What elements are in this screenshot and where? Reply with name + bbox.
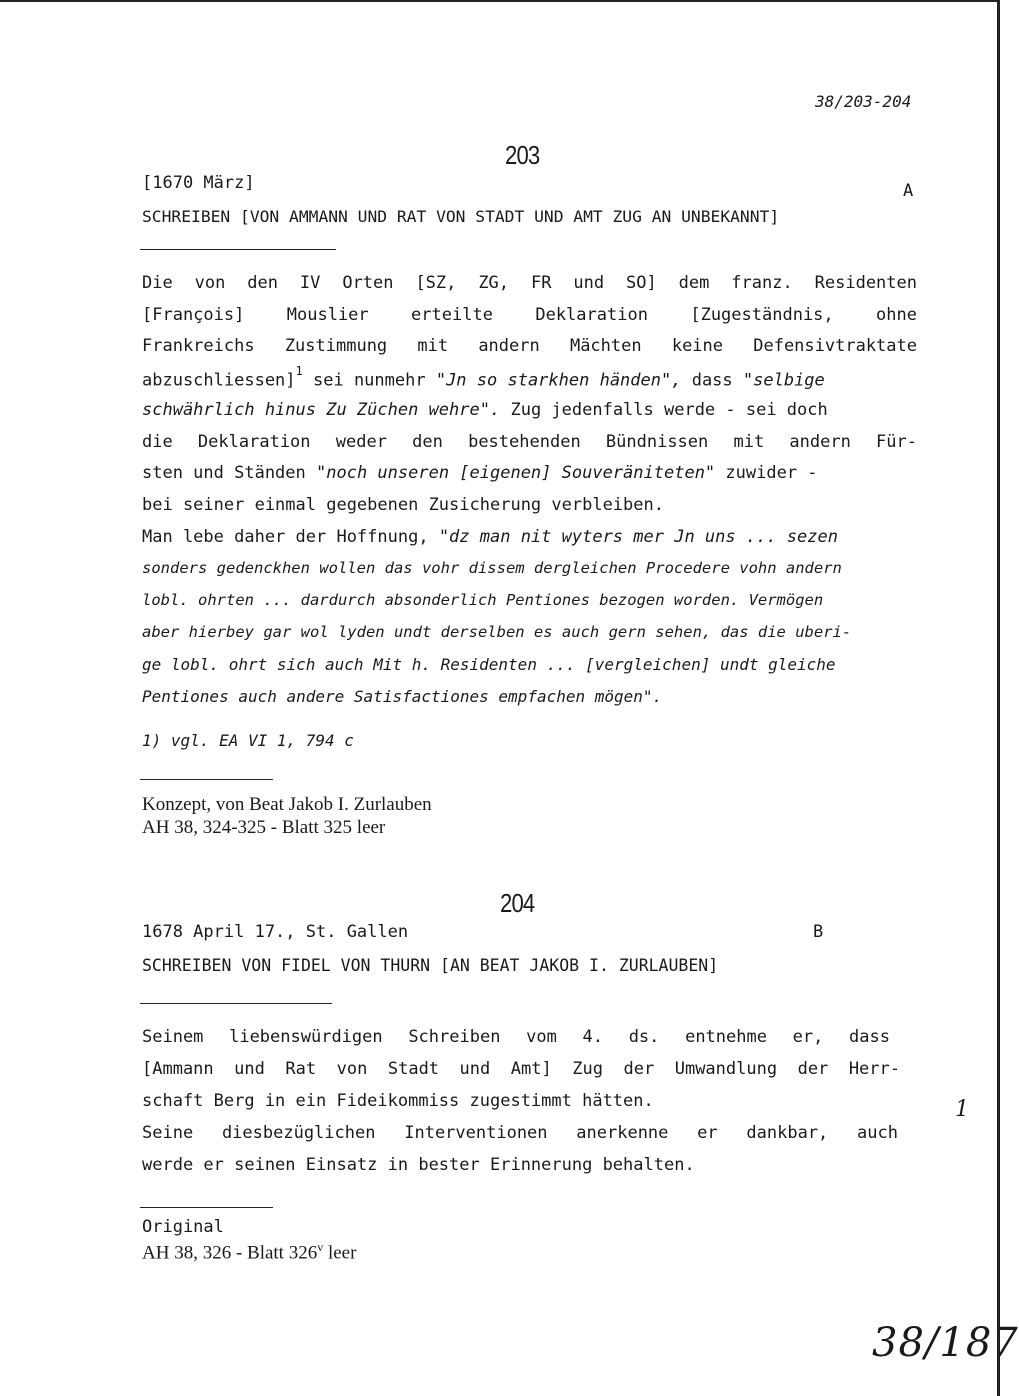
doc204-source-type: Original	[142, 1217, 224, 1237]
doc204-title-rule	[140, 1003, 332, 1004]
handwritten-folio-number: 38/187	[872, 1320, 1019, 1366]
doc203-body-line: Man lebe daher der Hoffnung, "dz man nit wyters mer Jn uns ... sezen	[142, 527, 838, 547]
doc203-footnote: 1) vgl. EA VI 1, 794 c	[142, 731, 354, 750]
doc204-body-line: [Ammann und Rat von Stadt und Amt] Zug der Umwandlung der Herr-	[142, 1059, 900, 1079]
doc203-body-line: sten und Ständen "noch unseren [eigenen] Souveräniteten" zuwider -	[142, 463, 818, 483]
doc203-letter: A	[903, 181, 914, 201]
doc204-body-line: schaft Berg in ein Fideikommiss zugestimmt hätten.	[142, 1091, 654, 1111]
document-number-204: 204	[500, 888, 535, 918]
doc203-body-line: bei seiner einmal gegebenen Zusicherung verbleiben.	[142, 495, 664, 515]
doc204-source-ref: AH 38, 326 - Blatt 326$^v$ leer	[142, 1240, 357, 1264]
doc203-quote-line: sonders gedenckhen wollen das vohr dissem dergleichen Procedere vohn andern	[142, 559, 842, 577]
margin-pencil-mark: 1	[955, 1097, 969, 1122]
doc203-source-ref: AH 38, 324-325 - Blatt 325 leer	[142, 817, 386, 838]
footnote-marker: 1	[295, 364, 303, 378]
doc204-source-rule	[140, 1207, 273, 1208]
doc204-body-line: Seinem liebenswürdigen Schreiben vom 4. ds. entnehme er, dass	[142, 1027, 890, 1047]
doc203-quote-line: ge lobl. ohrt sich auch Mit h. Residenten ... [vergleichen] undt gleiche	[142, 655, 836, 674]
doc204-letter: B	[813, 922, 824, 942]
doc203-quote-line: lobl. ohrten ... dardurch absonderlich Pentiones bezogen worden. Vermögen	[142, 591, 824, 609]
doc203-body-line: die Deklaration weder den bestehenden Bündnissen mit andern Für-	[142, 432, 917, 452]
doc203-source-rule	[140, 779, 273, 780]
doc204-body-line: Seine diesbezüglichen Interventionen anerkenne er dankbar, auch	[142, 1123, 898, 1143]
doc203-date: [1670 März]	[142, 173, 255, 193]
doc203-quote-line: aber hierbey gar wol lyden undt derselben es auch gern sehen, das die uberi-	[142, 623, 852, 641]
scan-edge-right	[997, 0, 1000, 1396]
doc203-body-line: schwährlich hinus Zu Züchen wehre". Zug jedenfalls werde - sei doch	[142, 400, 828, 420]
doc204-title: SCHREIBEN VON FIDEL VON THURN [AN BEAT JAKOB I. ZURLAUBEN]	[142, 956, 719, 975]
doc203-title: SCHREIBEN [VON AMMANN UND RAT VON STADT UND AMT ZUG AN UNBEKANNT]	[142, 207, 780, 226]
doc204-body-line: werde er seinen Einsatz in bester Erinnerung behalten.	[142, 1155, 695, 1175]
doc203-body-line: [François] Mouslier erteilte Deklaration [Zugeständnis, ohne	[142, 305, 917, 325]
doc203-body-line: abzuschliessen]$^1$ sei nunmehr "Jn so starkhen händen", dass "selbige	[142, 364, 825, 391]
doc203-body-line: Die von den IV Orten [SZ, ZG, FR und SO] dem franz. Residenten	[142, 273, 917, 293]
doc203-body-line: Frankreichs Zustimmung mit andern Mächten keine Defensivtraktate	[142, 336, 917, 356]
archive-reference: 38/203-204	[815, 92, 912, 111]
doc203-title-rule	[140, 249, 336, 250]
doc203-source-type: Konzept, von Beat Jakob I. Zurlauben	[142, 794, 432, 815]
document-number-203: 203	[505, 140, 540, 170]
doc203-quote-line: Pentiones auch andere Satisfactiones empfachen mögen".	[142, 687, 663, 706]
scan-edge-top	[0, 0, 1000, 2]
doc204-date: 1678 April 17., St. Gallen	[142, 922, 409, 942]
